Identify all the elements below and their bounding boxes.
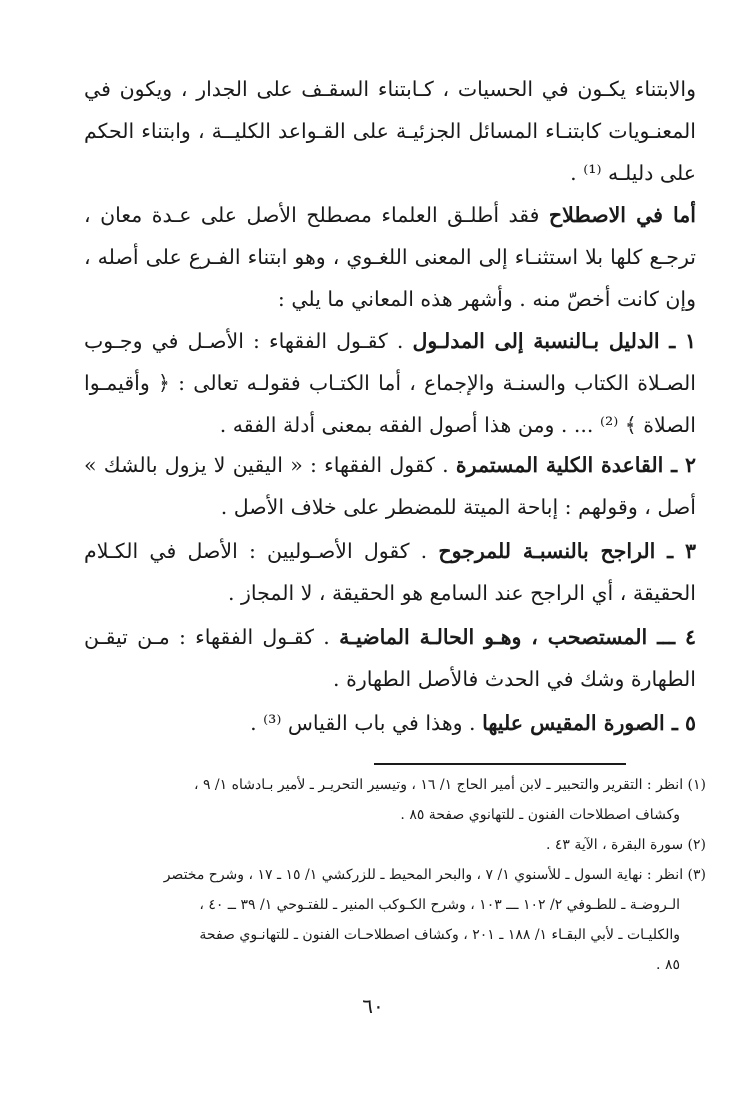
text-fragment: . كقـول الفقهاء : مـن تيقـن <box>84 625 340 649</box>
text-fragment: . كقول الفقهاء : « اليقين لا يزول بالشك » <box>84 453 456 477</box>
item-heading: ١ ـ الدليل بـالنسبة إلى المدلـول <box>412 329 696 353</box>
footnote-2: (٢) سورة البقرة ، الآية ٤٣ . <box>545 837 706 853</box>
text-line: الصـلاة الكتاب والسنـة والإجماع ، أما الكتـاب فقولـه تعالى : ﴿ وأقيمـوا <box>84 371 696 395</box>
text-line <box>84 194 696 236</box>
text-line: والابتناء يكـون في الحسيات ، كـابتناء السقـف على الجدار ، ويكون في <box>84 77 696 101</box>
text-line <box>84 702 696 744</box>
text-line: المعنـويات كابتنـاء المسائل الجزئيـة على القـواعد الكليــة ، وابتناء الحكم <box>84 119 696 143</box>
list-item-2 <box>84 444 696 528</box>
footnote-3-line: ٨٥ . <box>656 957 680 973</box>
text-line <box>84 320 696 362</box>
text-line <box>84 616 696 658</box>
page-number: ٦٠ <box>362 994 384 1018</box>
item-heading: ٤ ـــ المستصحب ، وهـو الحالـة الماضيـة <box>339 625 697 649</box>
item-heading: ٥ ـ الصورة المقيس عليها <box>482 711 696 735</box>
footnote-1-line: (١) انظر : التقرير والتحبير ـ لابن أمير الحاج ١/ ١٦ ، وتيسير التحريـر ـ لأمير بـادشاه ١/ ٩ ، <box>193 777 706 793</box>
text-line: الطهارة وشك في الحدث فالأصل الطهارة . <box>333 667 696 691</box>
text-line: الحقيقة ، أي الراجح عند السامع هو الحقيقة ، لا المجاز . <box>227 581 696 605</box>
text-line: وإن كانت أخصّ منه . وأشهر هذه المعاني ما يلي : <box>277 287 696 311</box>
footnote-3-line: والكليـات ـ لأبي البقـاء ١/ ١٨٨ ـ ٢٠١ ، وكشاف اصطلاحـات الفنون ـ للتهانـوي صفحة <box>199 927 680 943</box>
item-heading: ٢ ـ القاعدة الكلية المستمرة <box>455 453 696 477</box>
text-line: الصلاة ﴾ ⁽²⁾ ... . ومن هذا أصول الفقه بمعنى أدلة الفقه . <box>219 413 696 437</box>
paragraph-istilah <box>84 194 696 320</box>
text-line: أصل ، وقولهم : إباحة الميتة للمضطر على خلاف الأصل . <box>220 495 696 519</box>
text-fragment: . وهذا في باب القياس ⁽³⁾ . <box>250 711 483 735</box>
text-line: ترجـع كلها بلا استثنـاء إلى المعنى اللغـوي ، وهو ابتناء الفـرع على أصله ، <box>84 245 696 269</box>
footnotes <box>70 770 706 980</box>
text-line: على دليلـه ⁽¹⁾ . <box>570 161 696 185</box>
footnote-3-line: الـروضـة ـ للطـوفي ٢/ ١٠٢ ـــ ١٠٣ ، وشرح الكـوكب المنير ـ للفتـوحي ١/ ٣٩ ــ ٤٠ ، <box>199 897 680 913</box>
text-fragment: . كقول الأصـوليين : الأصل في الكـلام <box>84 539 439 563</box>
footnote-1-line: وكشاف اصطلاحات الفنون ـ للتهانوي صفحة ٨٥ . <box>400 807 680 823</box>
list-item-5 <box>84 702 696 744</box>
text-line <box>84 444 696 486</box>
text-line <box>84 530 696 572</box>
list-item-1 <box>84 320 696 446</box>
list-item-4 <box>84 616 696 700</box>
list-item-3 <box>84 530 696 614</box>
footnote-separator <box>374 763 626 765</box>
footnote-3-line: (٣) انظر : نهاية السول ـ للأسنوي ١/ ٧ ، والبحر المحيط ـ للزركشي ١/ ١٥ ـ ١٧ ، وشرح مختصر <box>163 867 706 883</box>
text-fragment: فقد أطلـق العلماء مصطلح الأصل على عـدة معان ، <box>84 203 549 227</box>
paragraph-intro <box>84 68 696 194</box>
paragraph-heading: أما في الاصطلاح <box>548 203 696 227</box>
text-fragment: . كقـول الفقهاء : الأصـل في وجـوب <box>84 329 413 353</box>
item-heading: ٣ ـ الراجح بالنسبـة للمرجوح <box>438 539 697 563</box>
